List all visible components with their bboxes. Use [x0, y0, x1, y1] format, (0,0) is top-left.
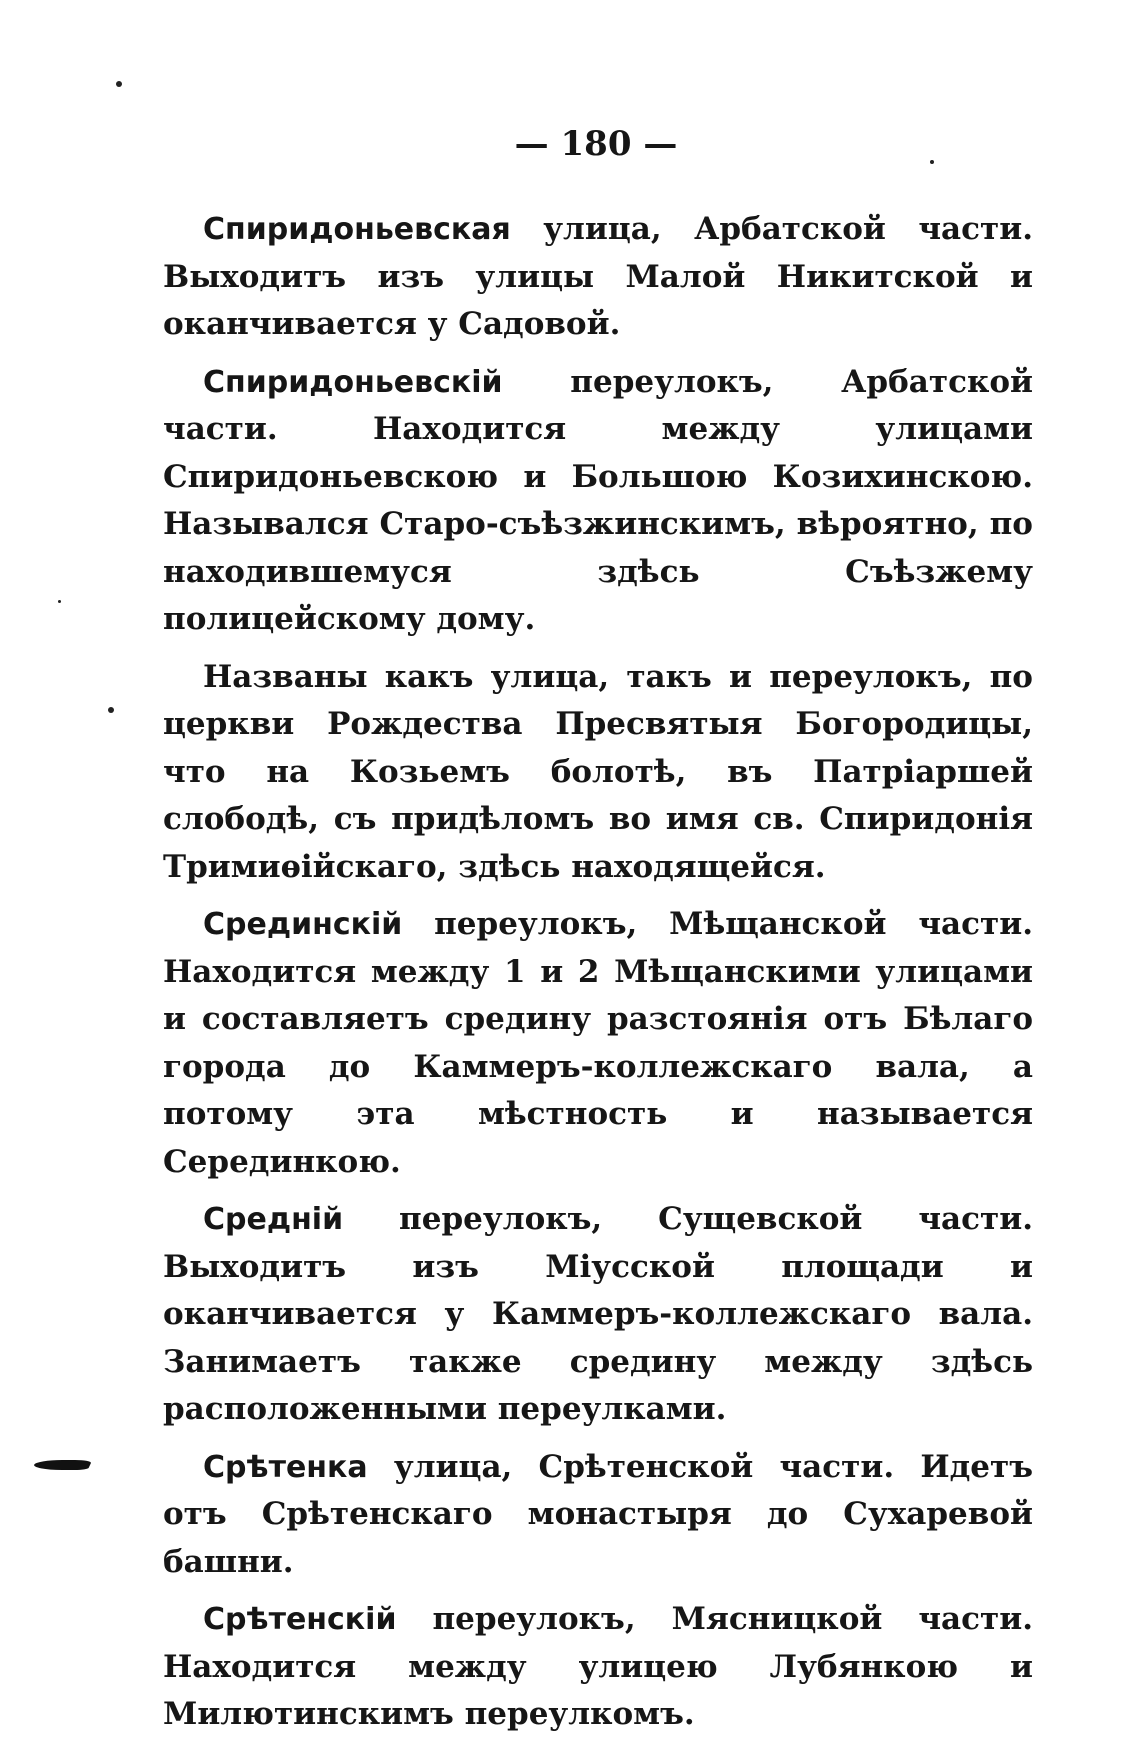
entry-sretensky — [163, 1596, 1033, 1739]
ink-speck — [108, 707, 114, 713]
entry-text: переулокъ, Мясницкой части. Находится между улицею Лубянкою и Милютинскимъ переулкомъ. — [163, 1601, 1033, 1732]
entry-headword: Спиридоньевская — [203, 212, 511, 247]
entry-headword: Средній — [203, 1202, 344, 1237]
entry-sretenka — [163, 1444, 1033, 1587]
entry-headword: Спиридоньевскій — [203, 364, 503, 400]
entry-headword: Срединскій — [203, 907, 403, 942]
entry-text: переулокъ, Сущевской части. Выходитъ изъ Міусской площади и оканчивается у Каммеръ-коллежскаго вала. Занимаетъ также средину между здѣсь расположенными переулками. — [163, 1201, 1033, 1427]
entry-naming-note — [163, 654, 1033, 892]
ink-speck — [116, 81, 122, 87]
entry-sredny — [163, 1196, 1033, 1434]
entry-spiridonevskaya — [163, 206, 1033, 349]
entry-text: переулокъ, Мѣщанской части. Находится между 1 и 2 Мѣщанскими улицами и составляетъ средину разстоянія отъ Бѣлаго города до Каммеръ-коллежскаго вала, а потому эта мѣстность и называется Серединкою. — [163, 906, 1033, 1180]
entry-headword: Срѣтенскій — [203, 1602, 397, 1637]
entry-text: улица, Срѣтенской части. Идетъ отъ Срѣтенскаго монастыря до Сухаревой башни. — [163, 1448, 1033, 1580]
ink-speck — [58, 600, 61, 603]
entry-text: улица, Арбатской части. Выходитъ изъ улицы Малой Никитской и оканчивается у Садовой. — [163, 211, 1033, 342]
ink-speck — [930, 160, 934, 164]
entry-spiridonevsky — [163, 359, 1033, 644]
ink-smudge — [32, 1460, 93, 1470]
entry-headword: Срѣтенка — [203, 1449, 368, 1485]
entry-text: переулокъ, Арбатской части. Находится между улицами Спиридоньевскою и Большою Козихинскою. Назывался Старо-съѣзжинскимъ, вѣроятно, по находившемуся здѣсь Съѣзжему полицейскому дому. — [163, 363, 1033, 637]
entry-sredinsky — [163, 901, 1033, 1186]
entries-list — [163, 206, 1033, 1749]
page-number: — 180 — — [514, 124, 678, 164]
entry-text: Названы какъ улица, такъ и переулокъ, по церкви Рождества Пресвятыя Богородицы, что на Козьемъ болотѣ, въ Патріаршей слободѣ, съ придѣломъ во имя св. Спиридонія Тримиѳійскаго, здѣсь находящейся. — [163, 658, 1033, 885]
